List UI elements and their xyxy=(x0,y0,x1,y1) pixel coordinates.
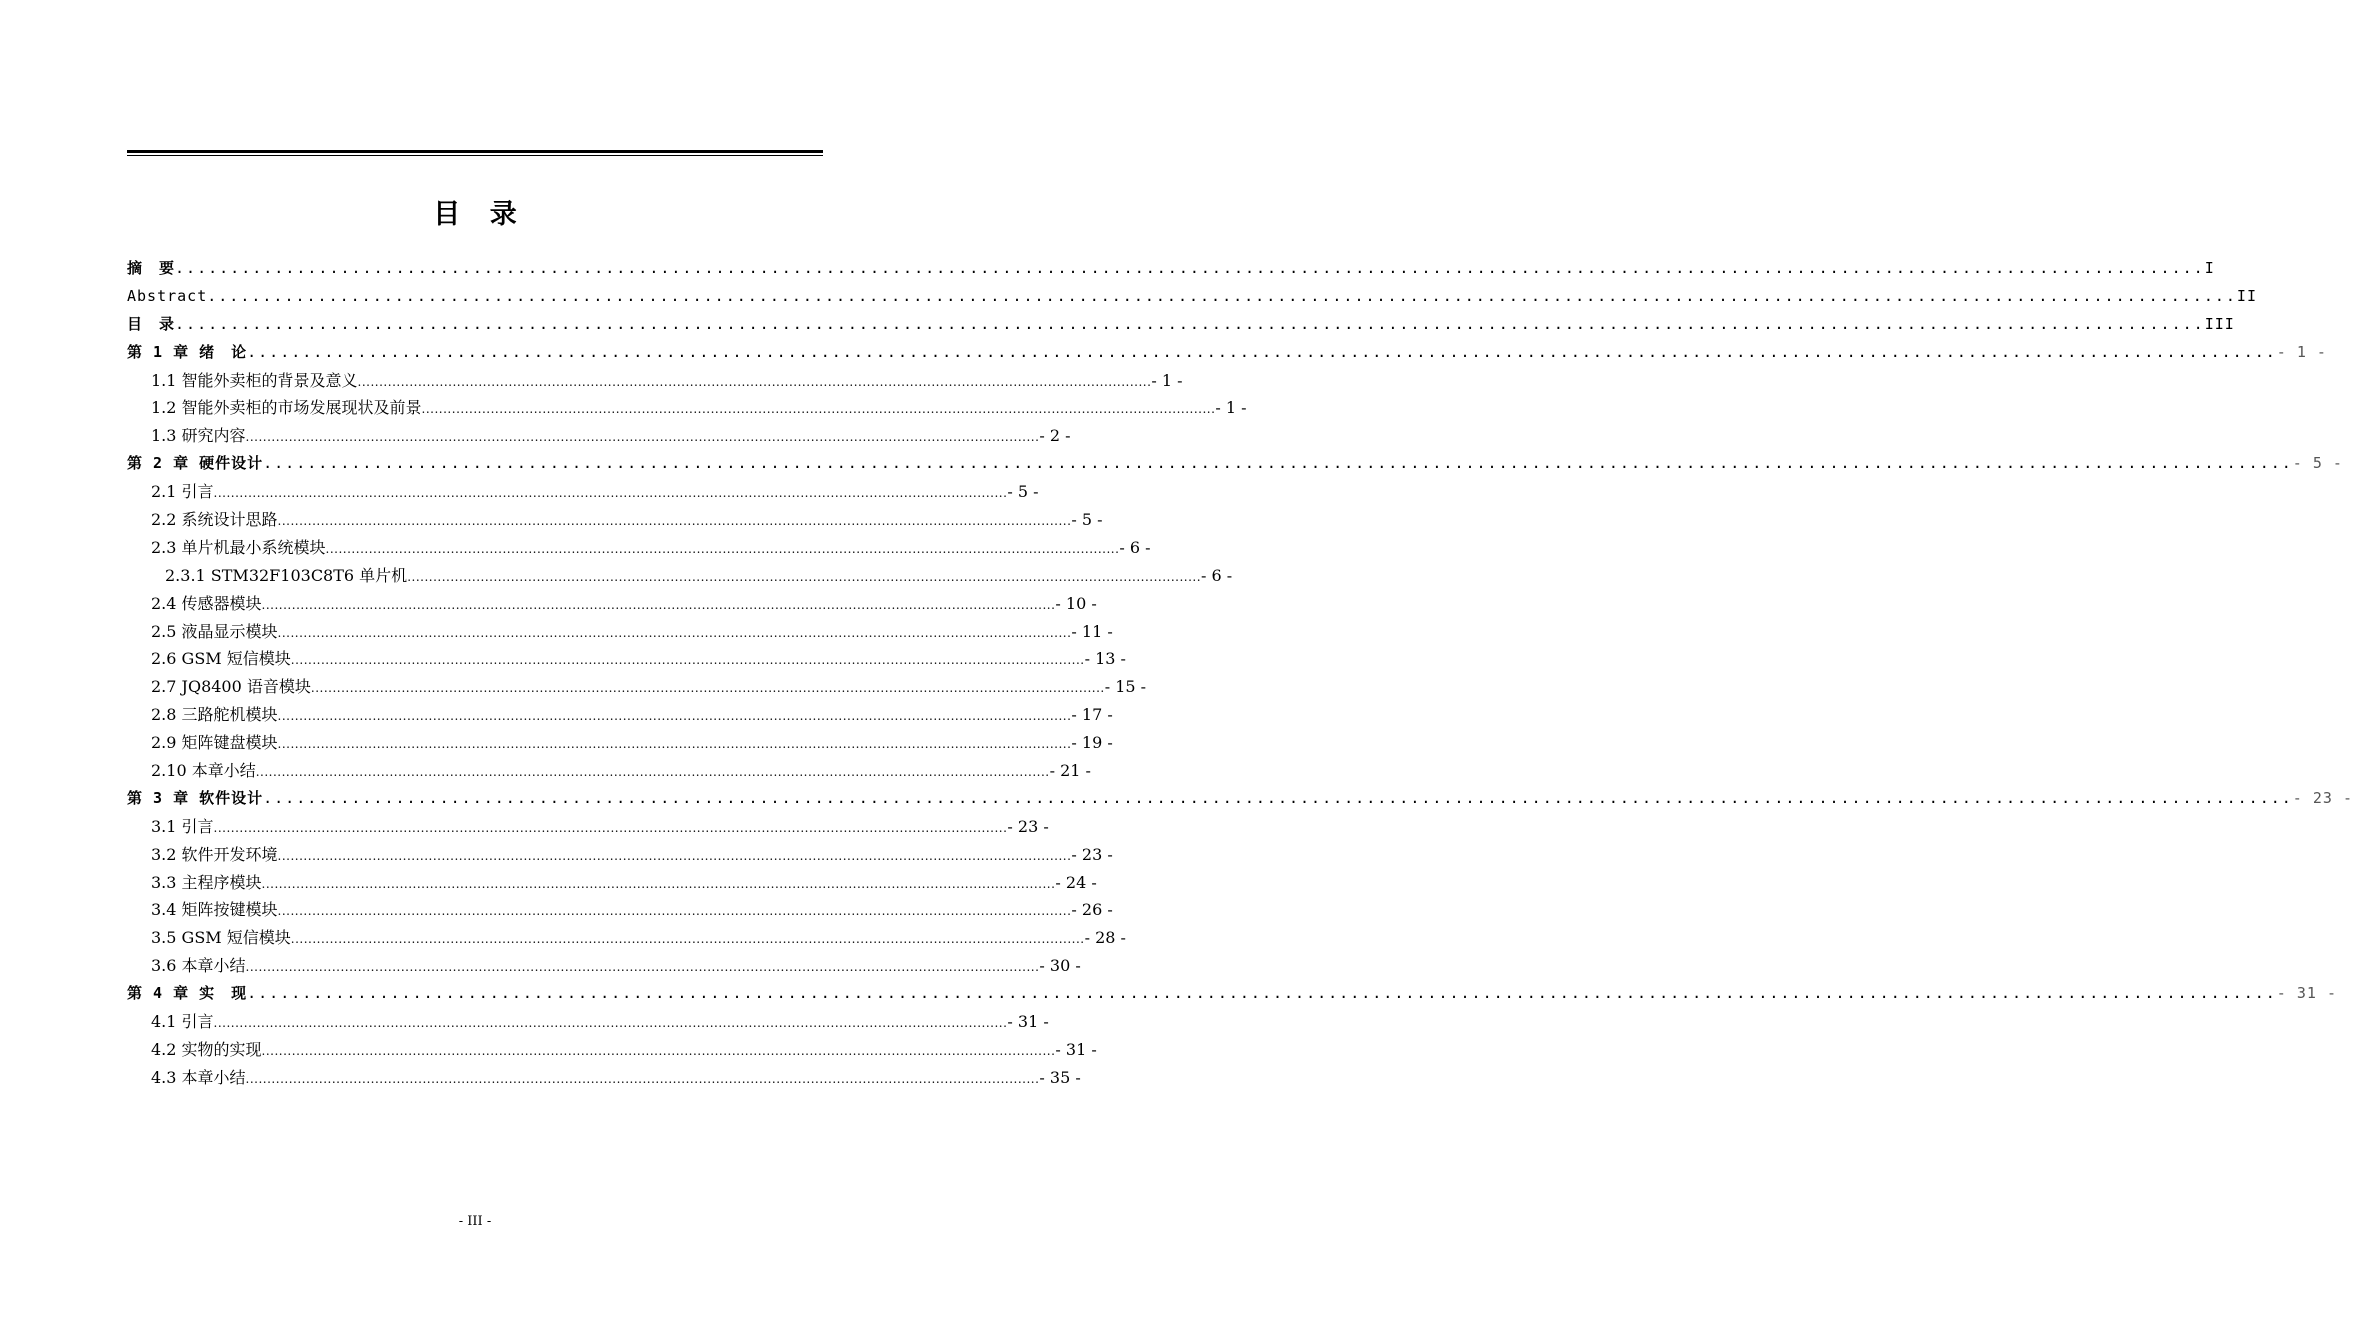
toc-entry[interactable] xyxy=(127,450,2343,478)
toc-entry-page: III xyxy=(2204,314,2235,333)
toc-entry-page: - 1 - xyxy=(1151,370,1183,390)
toc-entry[interactable] xyxy=(127,673,1147,701)
toc-entry[interactable] xyxy=(127,813,1049,841)
toc-leader-dots: ........................................................................................................................................................................................ xyxy=(245,1071,1040,1086)
toc-leader-dots: ........................................................................................................................................................................................ xyxy=(277,848,1072,863)
toc-entry-label: 2.6 GSM 短信模块 xyxy=(151,649,291,669)
toc-leader-dots: ........................................................................................................................................................................................ xyxy=(277,709,1072,724)
toc-entry-page: - 24 - xyxy=(1055,872,1097,892)
toc-entry[interactable] xyxy=(127,896,1113,924)
toc-entry-label: 第 1 章 绪 论 xyxy=(127,342,248,361)
toc-entry[interactable] xyxy=(127,367,1183,395)
toc-entry-page: - 10 - xyxy=(1055,593,1097,613)
toc-entry-label: 2.8 三路舵机模块 xyxy=(151,705,278,725)
toc-entry[interactable] xyxy=(127,757,1091,785)
toc-entry-label: 2.9 矩阵键盘模块 xyxy=(151,733,278,753)
toc-entry-label: 3.4 矩阵按键模块 xyxy=(151,900,278,920)
header-rule-thick xyxy=(127,150,823,153)
toc-leader-dots: ........................................................................................................................................................................................ xyxy=(310,681,1105,696)
toc-entry-page: - 23 - xyxy=(1007,816,1049,836)
toc-leader-dots: ........................................................................................................................................................................................ xyxy=(277,904,1072,919)
toc-leader-dots: ........................................................................................................................................................................................ xyxy=(421,402,1216,417)
toc-entry[interactable] xyxy=(127,729,1113,757)
toc-entry-page: - 15 - xyxy=(1104,677,1147,697)
toc-entry-label: 3.2 软件开发环境 xyxy=(151,844,278,864)
toc-entry-label: 1.1 智能外卖柜的背景及意义 xyxy=(151,370,358,390)
toc-entry-label: 4.3 本章小结 xyxy=(151,1067,246,1087)
toc-entry-label: 2.5 液晶显示模块 xyxy=(151,621,278,641)
page-title: 目 录 xyxy=(433,199,527,230)
toc-entry-label: 第 3 章 软件设计 xyxy=(127,788,264,807)
toc-entry[interactable] xyxy=(127,952,1081,980)
header-rule-thin xyxy=(127,155,823,156)
toc-entry[interactable] xyxy=(127,562,1233,590)
toc-entry-label: 目 录 xyxy=(127,314,176,333)
toc-entry[interactable] xyxy=(127,924,1126,952)
toc-entry-label: 2.3.1 STM32F103C8T6 单片机 xyxy=(165,565,408,585)
toc-entry[interactable] xyxy=(127,785,2353,813)
toc-leader-dots: ........................................................................................................................................................................................ xyxy=(175,314,2205,333)
toc-entry-page: - 28 - xyxy=(1084,928,1126,948)
toc-leader-dots: ........................................................................................................................................................................................ xyxy=(247,984,2277,1003)
toc-entry[interactable] xyxy=(127,1036,1097,1064)
page-number-footer: - III - xyxy=(458,1214,492,1229)
toc-entry-label: 摘 要 xyxy=(127,259,176,277)
toc-entry-label: 2.4 传感器模块 xyxy=(151,593,262,613)
table-of-contents xyxy=(127,255,2353,1092)
toc-entry-label: 4.1 引言 xyxy=(151,1012,214,1032)
toc-leader-dots: ........................................................................................................................................................................................ xyxy=(213,486,1008,501)
toc-entry-label: 第 4 章 实 现 xyxy=(127,984,248,1003)
toc-entry-page: - 5 - xyxy=(1007,482,1039,502)
toc-entry-page: - 31 - xyxy=(2276,984,2337,1003)
toc-entry-label: 第 2 章 硬件设计 xyxy=(127,454,264,473)
toc-leader-dots: ........................................................................................................................................................................................ xyxy=(407,569,1202,584)
toc-entry[interactable] xyxy=(127,645,1126,673)
toc-entry[interactable] xyxy=(127,980,2337,1008)
toc-entry-page: - 31 - xyxy=(1055,1039,1097,1059)
toc-leader-dots: ........................................................................................................................................................................................ xyxy=(245,430,1040,445)
toc-entry-label: 1.3 研究内容 xyxy=(151,426,246,446)
toc-leader-dots: ........................................................................................................................................................................................ xyxy=(290,653,1085,668)
toc-entry-page: - 23 - xyxy=(1071,844,1113,864)
toc-entry[interactable] xyxy=(127,869,1097,897)
toc-leader-dots: ........................................................................................................................................................................................ xyxy=(175,259,2205,277)
toc-entry-page: - 5 - xyxy=(2292,454,2343,473)
toc-entry[interactable] xyxy=(127,422,1071,450)
toc-entry-page: II xyxy=(2236,286,2257,305)
toc-entry-label: 2.7 JQ8400 语音模块 xyxy=(151,677,311,697)
toc-leader-dots: ........................................................................................................................................................................................ xyxy=(255,765,1050,780)
toc-leader-dots: ........................................................................................................................................................................................ xyxy=(263,788,2293,807)
toc-entry[interactable] xyxy=(127,1064,1081,1092)
toc-entry[interactable] xyxy=(127,841,1113,869)
toc-entry-label: 3.6 本章小结 xyxy=(151,956,246,976)
toc-entry-page: - 1 - xyxy=(1215,398,1247,418)
toc-leader-dots: ........................................................................................................................................................................................ xyxy=(325,541,1120,556)
toc-entry-page: - 11 - xyxy=(1071,621,1113,641)
toc-entry-page: - 6 - xyxy=(1119,537,1151,557)
toc-entry[interactable] xyxy=(127,701,1113,729)
toc-entry-page: - 26 - xyxy=(1071,900,1113,920)
toc-leader-dots: ........................................................................................................................................................................................ xyxy=(207,286,2237,305)
toc-leader-dots: ........................................................................................................................................................................................ xyxy=(261,597,1056,612)
toc-leader-dots: ........................................................................................................................................................................................ xyxy=(263,454,2293,473)
toc-leader-dots: ........................................................................................................................................................................................ xyxy=(213,820,1008,835)
toc-entry-label: 2.2 系统设计思路 xyxy=(151,510,278,530)
toc-entry-label: 2.3 单片机最小系统模块 xyxy=(151,537,326,557)
toc-entry-page: - 23 - xyxy=(2292,788,2353,807)
toc-leader-dots: ........................................................................................................................................................................................ xyxy=(213,1016,1008,1031)
toc-leader-dots: ........................................................................................................................................................................................ xyxy=(277,625,1072,640)
toc-entry[interactable] xyxy=(127,394,1247,422)
toc-entry[interactable] xyxy=(127,478,1039,506)
toc-entry[interactable] xyxy=(127,590,1097,618)
toc-leader-dots: ........................................................................................................................................................................................ xyxy=(357,374,1152,389)
toc-leader-dots: ........................................................................................................................................................................................ xyxy=(245,960,1040,975)
toc-entry-label: 1.2 智能外卖柜的市场发展现状及前景 xyxy=(151,398,422,418)
toc-entry-label: 3.3 主程序模块 xyxy=(151,872,262,892)
toc-entry-page: - 2 - xyxy=(1039,426,1071,446)
toc-entry-label: 2.10 本章小结 xyxy=(151,761,256,781)
toc-entry-page: - 1 - xyxy=(2276,342,2327,361)
toc-entry[interactable] xyxy=(127,618,1113,646)
toc-entry-label: 3.5 GSM 短信模块 xyxy=(151,928,291,948)
toc-entry[interactable] xyxy=(127,534,1151,562)
toc-entry-page: - 31 - xyxy=(1007,1012,1049,1032)
toc-leader-dots: ........................................................................................................................................................................................ xyxy=(277,737,1072,752)
toc-entry-page: - 5 - xyxy=(1071,510,1103,530)
toc-entry-label: 2.1 引言 xyxy=(151,482,214,502)
toc-leader-dots: ........................................................................................................................................................................................ xyxy=(290,932,1085,947)
toc-entry[interactable] xyxy=(127,506,1103,534)
toc-entry[interactable] xyxy=(127,311,2235,339)
toc-leader-dots: ........................................................................................................................................................................................ xyxy=(247,342,2277,361)
toc-entry-label: Abstract xyxy=(127,286,208,305)
toc-entry[interactable] xyxy=(127,283,2257,311)
toc-entry-page: - 17 - xyxy=(1071,705,1113,725)
toc-entry-page: I xyxy=(2204,259,2215,277)
toc-entry-page: - 21 - xyxy=(1049,761,1091,781)
toc-entry[interactable] xyxy=(127,255,2215,283)
toc-entry-page: - 6 - xyxy=(1201,565,1233,585)
toc-entry-page: - 13 - xyxy=(1084,649,1126,669)
toc-leader-dots: ........................................................................................................................................................................................ xyxy=(261,1043,1056,1058)
toc-entry-page: - 30 - xyxy=(1039,956,1081,976)
toc-entry-label: 3.1 引言 xyxy=(151,816,214,836)
toc-entry[interactable] xyxy=(127,1008,1049,1036)
toc-leader-dots: ........................................................................................................................................................................................ xyxy=(261,876,1056,891)
toc-entry-page: - 19 - xyxy=(1071,733,1113,753)
toc-leader-dots: ........................................................................................................................................................................................ xyxy=(277,514,1072,529)
toc-entry-page: - 35 - xyxy=(1039,1067,1081,1087)
toc-entry-label: 4.2 实物的实现 xyxy=(151,1039,262,1059)
toc-entry[interactable] xyxy=(127,339,2327,367)
